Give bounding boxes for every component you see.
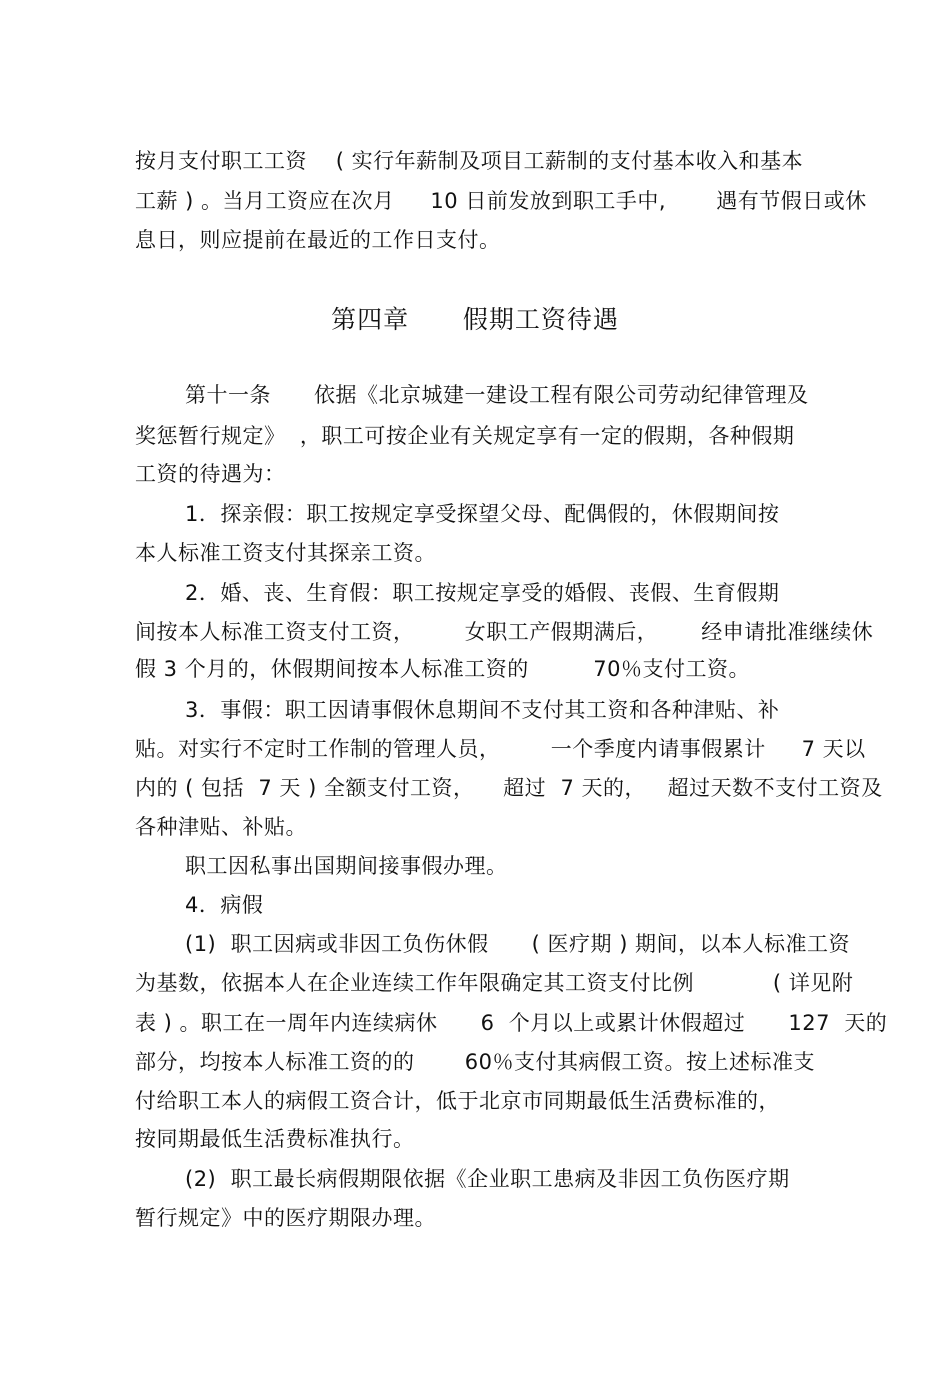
- intro-line-2: 工薪 ) 。当月工资应在次月 10 日前发放到职工手中, 遇有节假日或休: [135, 189, 867, 213]
- item-1-line-2: 本人标准工资支付其探亲工资。: [135, 541, 436, 565]
- item-4-1-line-2: 为基数，依据本人在企业连续工作年限确定其工资支付比例 ( 详见附: [135, 971, 854, 995]
- item-2-line-1: 2．婚、丧、生育假：职工按规定享受的婚假、丧假、生育假期: [185, 581, 780, 605]
- article-11-line-1: 第十一条 依据《北京城建一建设工程有限公司劳动纪律管理及: [185, 383, 809, 407]
- item-4-2-line-1: (2) 职工最长病假期限依据《企业职工患病及非因工负伤医疗期: [185, 1167, 790, 1191]
- item-1-line-1: 1．探亲假：职工按规定享受探望父母、配偶假的，休假期间按: [185, 502, 780, 526]
- item-3-note: 职工因私事出国期间接事假办理。: [185, 854, 508, 878]
- item-3-line-2: 贴。对实行不定时工作制的管理人员， 一个季度内请事假累计 7 天以: [135, 737, 866, 761]
- item-4-2-line-2: 暂行规定》中的医疗期限办理。: [135, 1206, 436, 1230]
- item-4-1-line-6: 按同期最低生活费标准执行。: [135, 1127, 415, 1151]
- chapter-title: 第四章 假期工资待遇: [331, 305, 619, 334]
- item-4-1-line-4: 部分，均按本人标准工资的的 60％支付其病假工资。按上述标准支: [135, 1050, 815, 1074]
- item-3-line-1: 3．事假：职工因请事假休息期间不支付其工资和各种津贴、补: [185, 698, 780, 722]
- item-4-heading: 4．病假: [185, 893, 264, 917]
- item-3-line-3: 内的 ( 包括 7 天 ) 全额支付工资， 超过 7 天的， 超过天数不支付工资及: [135, 776, 883, 800]
- article-11-line-2: 奖惩暂行规定》 ，职工可按企业有关规定享有一定的假期，各种假期: [135, 424, 795, 448]
- article-11-line-3: 工资的待遇为：: [135, 462, 286, 486]
- item-3-line-4: 各种津贴、补贴。: [135, 815, 307, 839]
- item-4-1-line-3: 表 ) 。职工在一周年内连续病休 6 个月以上或累计休假超过 127 天的: [135, 1011, 888, 1035]
- item-4-1-line-5: 付给职工本人的病假工资合计，低于北京市同期最低生活费标准的，: [135, 1089, 780, 1113]
- item-2-line-2: 间按本人标准工资支付工资， 女职工产假期满后， 经申请批准继续休: [135, 620, 874, 644]
- item-4-1-line-1: (1) 职工因病或非因工负伤休假 ( 医疗期 ) 期间，以本人标准工资: [185, 932, 851, 956]
- item-2-line-3: 假 3 个月的，休假期间按本人标准工资的 70％支付工资。: [135, 657, 751, 681]
- intro-line-3: 息日，则应提前在最近的工作日支付。: [135, 228, 501, 252]
- intro-line-1: 按月支付职工工资 ( 实行年薪制及项目工薪制的支付基本收入和基本: [135, 149, 804, 173]
